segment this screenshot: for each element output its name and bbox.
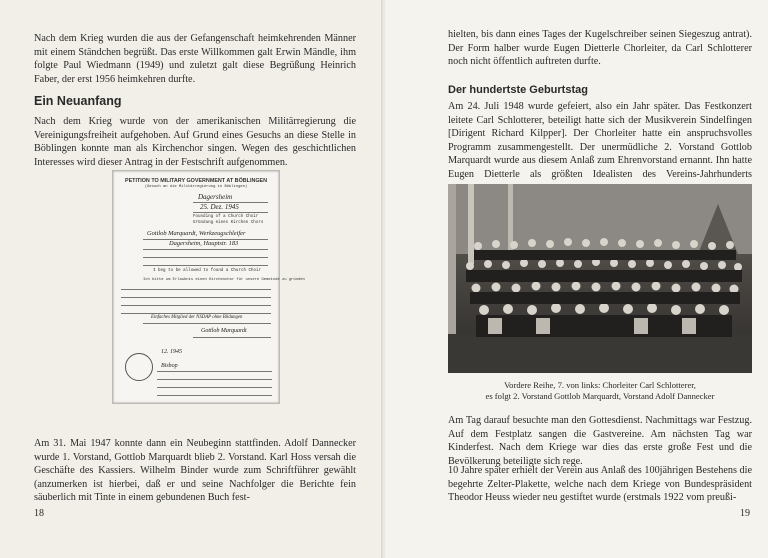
petitioner-address: Dagersheim, Hauptstr. 183 bbox=[169, 240, 239, 247]
left-paragraph-1: Nach dem Krieg wurden die aus der Gefangenschaft heimkehrenden Männer mit einem Ständchen begrüßt. Das erste Willkommen galt Erwin Mändle, ihm folgte Paul Wiedmann (1949) und zuletzt galt diese Begrüßung Heinrich Faber, der erst 1956 heimkehren durfte. bbox=[34, 33, 356, 85]
petition-purpose: Founding of a Church Choir bbox=[193, 215, 259, 219]
left-paragraph-3: Am 31. Mai 1947 konnte dann ein Neubeginn stattfinden. Adolf Dannecker wurde 1. Vorstand, Gottlob Marquardt blieb 2. Vorstand. Karl Hoss versah die Geschäfte des Kassiers. Wilhelm Binder wurde zum Schriftführer gewählt (anzumerken ist hierbei, daß er und seine Nachfolger die Berichte fein säuberlich mit Tinte in einem gebundenen Buch fest- bbox=[34, 438, 356, 504]
approval-signature: Bishop bbox=[161, 363, 178, 369]
petition-party-status: Einfaches Mitglied der NSDAP ohne Bildungen bbox=[151, 315, 243, 320]
petition-document bbox=[112, 170, 305, 404]
right-paragraph-2: Am 24. Juli 1948 wurde gefeiert, also ein Jahr später. Das Festkonzert leitete Carl Schlotterer, beteiligt hatte sich der Musikverein Sindelfingen [Dirigent Richard Kilpper]. Der Chorleiter hatte ein anspruchsvolles Programm zusammengestellt. Der unermüdliche 2. Vorstand Gottlob Marquardt wurde aus diesem Anlaß zum Ehrenvorstand ernannt. Ihn hatte Eugen Dietterle als größten Idealisten des Vereins-Jahrhunderts bbox=[448, 101, 752, 180]
petition-request-en: I beg to be allowed to found a Church Choir bbox=[153, 269, 262, 273]
heading-neuanfang: Ein Neuanfang bbox=[34, 94, 122, 108]
page-number-right: 19 bbox=[740, 508, 750, 519]
heading-hundertster-geburtstag: Der hundertste Geburtstag bbox=[448, 84, 588, 96]
petition-title: PETITION TO MILITARY GOVERNMENT AT BÖBLINGEN bbox=[124, 178, 268, 184]
official-stamp bbox=[125, 353, 153, 381]
stamp-date: 12. 1945 bbox=[161, 349, 182, 355]
photo-caption bbox=[448, 380, 752, 402]
petitioner-name: Gottlob Marquardt, Werkzeugschleifer bbox=[147, 230, 246, 237]
page-number-left: 18 bbox=[34, 508, 44, 519]
left-paragraph-2: Nach dem Krieg wurde von der amerikanischen Militärregierung die Vereinigungsfreiheit aufgehoben. Auf Grund eines Gesuchs an diese Stelle in Böblingen konnte man als Kirchenchor singen. Wegen des geschichtlichen Interesses wird dieser Antrag in der Festschrift aufgenommen. bbox=[34, 116, 356, 168]
petition-subtitle: (Gesuch an die Militärregierung in Böblingen) bbox=[144, 185, 248, 189]
petition-signature: Gottlob Marquardt bbox=[201, 328, 247, 334]
petition-purpose-de: Gründung eines Kirchen Chors bbox=[193, 221, 264, 225]
right-paragraph-1: hielten, bis dann eines Tages der Kugelschreiber seinen Siegeszug antrat). Der Form halber wurde Eugen Dietterle Chorleiter, da Carl Schlotterer noch nicht öffentlich auftreten durfte. bbox=[448, 29, 752, 68]
photo-caption-line-1: Vordere Reihe, 7. von links: Chorleiter Carl Schlotterer, bbox=[504, 380, 696, 390]
photo-caption-line-2: es folgt 2. Vorstand Gottlob Marquardt, Vorstand Adolf Dannecker bbox=[485, 391, 715, 401]
right-paragraph-4: 10 Jahre später erhielt der Verein aus Anlaß des 100jährigen Bestehens die begehrte Zelter-Plakette, welche nach dem Kriege von Bundespräsident Theodor Heuss wieder neu gestiftet wurde (erstmals 1922 vom preußi- bbox=[448, 465, 752, 504]
petition-request-de: Ich bitte um Erlaubnis einen Kirchenchor für unsere Gemeinde zu gründen bbox=[143, 278, 305, 282]
choir-group-photo bbox=[448, 184, 752, 373]
petition-date: 25. Dez. 1945 bbox=[200, 203, 239, 211]
choir-photo-image bbox=[448, 184, 752, 373]
petition-town: Dagersheim bbox=[198, 193, 233, 201]
right-paragraph-3: Am Tag darauf besuchte man den Gottesdienst. Nachmittags war Festzug. Auf dem Festplatz sangen die Gastvereine. Am nächsten Tag war Kinderfest. Nach dem Kriege war dies das erste große Fest und die Bevölkerung beteiligte sich rege. bbox=[448, 415, 752, 467]
